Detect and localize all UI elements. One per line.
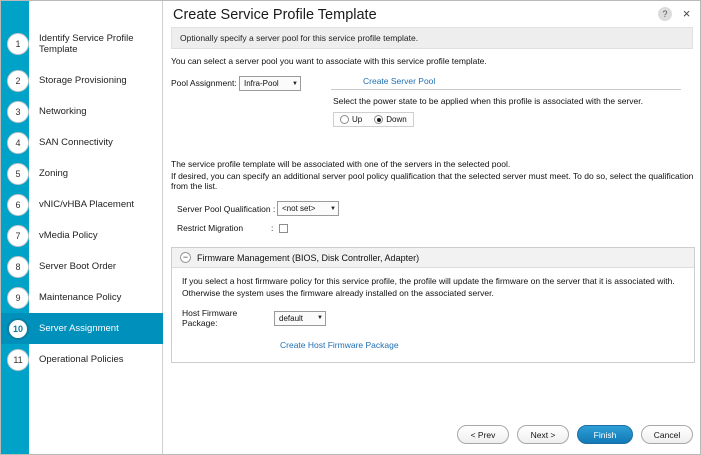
sidebar-item-server-assignment[interactable] <box>1 313 163 344</box>
subtitle-bar <box>171 27 693 49</box>
step-label: SAN Connectivity <box>39 137 113 148</box>
sidebar-item-maintenance-policy[interactable] <box>1 282 163 313</box>
host-firmware-package-value: default <box>279 313 304 323</box>
chevron-down-icon: ▼ <box>330 205 336 212</box>
close-icon[interactable]: × <box>682 6 691 21</box>
title-bar-icons <box>658 7 693 21</box>
step-label: Server Boot Order <box>39 261 117 272</box>
create-host-firmware-package-link[interactable]: Create Host Firmware Package <box>280 340 399 350</box>
wizard-step-rail <box>1 1 163 455</box>
step-number: 7 <box>7 225 29 247</box>
step-number: 11 <box>7 349 29 371</box>
association-note-line2: If desired, you can specify an additional server pool policy qualification that the selected server must meet. To do so, select the qualification from the list. <box>171 171 694 191</box>
association-note-line1: The service profile template will be associated with one of the servers in the selected pool. <box>171 159 511 169</box>
server-pool-qualification-label: Server Pool Qualification : <box>177 203 276 214</box>
create-server-pool-link[interactable]: Create Server Pool <box>363 76 436 86</box>
host-firmware-package-row <box>182 308 684 328</box>
power-state-down-label: Down <box>386 115 407 124</box>
sidebar-item-networking[interactable] <box>1 96 163 127</box>
step-label: Identify Service Profile Template <box>39 33 134 55</box>
power-state-up-option[interactable] <box>340 115 362 124</box>
host-firmware-package-select[interactable] <box>274 311 326 326</box>
chevron-down-icon: ▼ <box>317 315 323 321</box>
firmware-description-line2: Otherwise the system uses the firmware already installed on the associated server. <box>182 288 494 298</box>
chevron-down-icon: ▼ <box>292 80 298 87</box>
sidebar-item-identify-service-profile-template[interactable] <box>1 23 163 65</box>
form-body <box>171 56 695 363</box>
step-number: 8 <box>7 256 29 278</box>
server-pool-qualification-row <box>171 201 695 216</box>
sidebar-item-vnic-vhba-placement[interactable] <box>1 189 163 220</box>
pool-assignment-label: Pool Assignment: <box>171 78 237 88</box>
sidebar-item-storage-provisioning[interactable] <box>1 65 163 96</box>
step-label: Storage Provisioning <box>39 75 127 86</box>
pool-assignment-row <box>171 76 695 127</box>
power-state-help-text: Select the power state to be applied when this profile is associated with the server. <box>333 96 643 106</box>
server-pool-qualification-select[interactable] <box>277 201 339 216</box>
finish-button[interactable]: Finish <box>577 425 633 444</box>
step-label: Networking <box>39 106 87 117</box>
step-number: 2 <box>7 70 29 92</box>
step-number: 5 <box>7 163 29 185</box>
power-state-down-option[interactable] <box>374 115 406 124</box>
cancel-button[interactable]: Cancel <box>641 425 693 444</box>
sidebar-item-san-connectivity[interactable] <box>1 127 163 158</box>
firmware-management-panel <box>171 247 695 363</box>
step-label: Maintenance Policy <box>39 292 122 303</box>
power-state-block <box>331 76 681 127</box>
radio-down-icon[interactable] <box>374 115 383 124</box>
dialog-footer <box>457 425 693 444</box>
sidebar-item-server-boot-order[interactable] <box>1 251 163 282</box>
host-firmware-package-label: Host Firmware Package: <box>182 308 238 328</box>
collapse-minus-icon[interactable]: − <box>180 252 191 263</box>
restrict-migration-separator: : <box>271 223 274 233</box>
divider <box>331 89 681 90</box>
radio-up-icon[interactable] <box>340 115 349 124</box>
sidebar-item-zoning[interactable] <box>1 158 163 189</box>
firmware-panel-body <box>172 268 694 362</box>
dialog-content <box>163 1 701 455</box>
subtitle-text: Optionally specify a server pool for this service profile template. <box>180 33 419 43</box>
step-label: vNIC/vHBA Placement <box>39 199 135 210</box>
association-notes <box>171 159 695 191</box>
step-number: 1 <box>7 33 29 55</box>
power-state-up-label: Up <box>352 115 363 124</box>
firmware-panel-header[interactable] <box>172 248 694 268</box>
step-number: 3 <box>7 101 29 123</box>
next-button[interactable]: Next > <box>517 425 569 444</box>
step-number: 6 <box>7 194 29 216</box>
firmware-panel-title: Firmware Management (BIOS, Disk Controller, Adapter) <box>197 252 420 263</box>
step-number: 9 <box>7 287 29 309</box>
sidebar-item-operational-policies[interactable] <box>1 344 163 375</box>
restrict-migration-label: Restrict Migration <box>177 223 244 233</box>
step-label: Operational Policies <box>39 354 124 365</box>
prev-button[interactable]: < Prev <box>457 425 509 444</box>
intro-text: You can select a server pool you want to associate with this service profile template. <box>171 56 487 66</box>
help-icon[interactable]: ? <box>658 7 672 21</box>
step-label: vMedia Policy <box>39 230 98 241</box>
firmware-description-line1: If you select a host firmware policy for this service profile, the profile will update the firmware on the server that it is associated with. <box>182 276 675 286</box>
page-title: Create Service Profile Template <box>173 7 377 23</box>
step-number: 10 <box>7 318 29 340</box>
step-label: Server Assignment <box>39 323 119 334</box>
step-label: Zoning <box>39 168 69 179</box>
server-pool-qualification-value: <not set> <box>282 204 316 213</box>
step-number: 4 <box>7 132 29 154</box>
restrict-migration-row <box>171 223 695 233</box>
sidebar-item-vmedia-policy[interactable] <box>1 220 163 251</box>
power-state-radio-group <box>333 112 414 127</box>
wizard-step-list <box>1 23 163 375</box>
pool-assignment-value: Infra-Pool <box>244 79 279 88</box>
pool-assignment-select[interactable] <box>239 76 301 91</box>
restrict-migration-checkbox[interactable] <box>279 224 288 233</box>
